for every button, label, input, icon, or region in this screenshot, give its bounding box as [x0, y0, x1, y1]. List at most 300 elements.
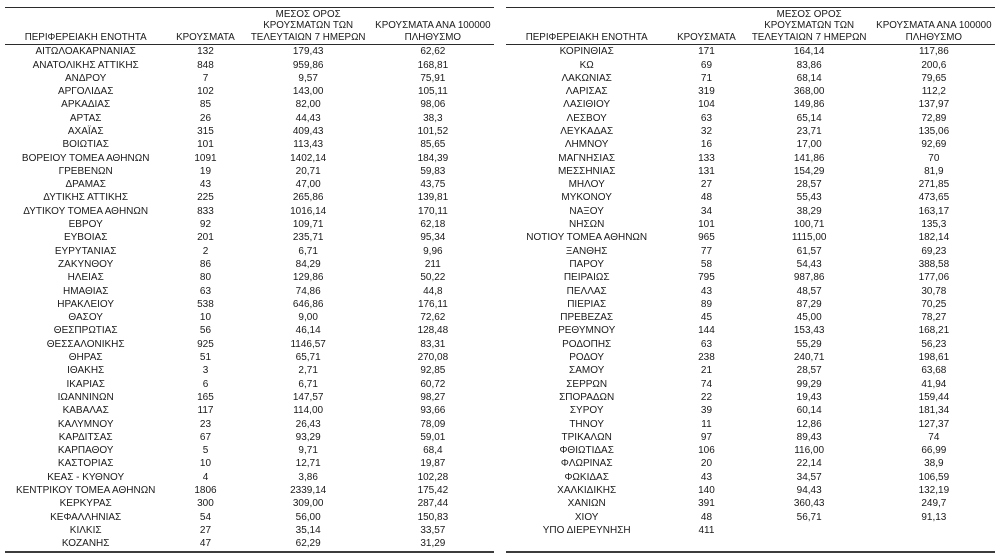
avg7-cell: 28,57 — [796, 365, 822, 377]
region-cell: ΙΩΑΝΝΙΝΩΝ — [57, 391, 114, 403]
table-row — [5, 178, 494, 191]
per100k-cell: 93,66 — [420, 405, 446, 417]
table-row — [506, 311, 995, 324]
avg7-cell: 12,86 — [796, 418, 822, 430]
avg7-cell: 60,14 — [796, 405, 822, 417]
region-cell: ΚΕΦΑΛΛΗΝΙΑΣ — [50, 511, 122, 523]
region-cell: ΙΚΑΡΙΑΣ — [66, 378, 105, 390]
avg7-cell: 987,86 — [793, 272, 825, 284]
table-row — [506, 444, 995, 457]
cases-cell: 319 — [698, 86, 715, 98]
cases-cell: 795 — [698, 272, 715, 284]
per100k-cell: 198,61 — [918, 352, 950, 364]
region-cell: ΠΙΕΡΙΑΣ — [567, 298, 607, 310]
table-row — [506, 125, 995, 138]
table-row — [506, 378, 995, 391]
table-body-left — [5, 45, 494, 552]
table-row — [506, 364, 995, 377]
avg7-cell: 35,14 — [295, 524, 321, 536]
cases-cell: 86 — [199, 258, 212, 270]
region-cell: ΚΕΑΣ - ΚΥΘΝΟΥ — [47, 471, 125, 483]
avg7-cell: 143,00 — [292, 86, 324, 98]
per100k-cell: 81,9 — [924, 165, 944, 177]
avg7-cell: 23,71 — [796, 126, 822, 137]
per100k-cell: 72,62 — [420, 312, 446, 324]
avg7-cell: 68,14 — [796, 72, 822, 84]
cases-cell: 63 — [700, 338, 713, 350]
per100k-cell: 176,11 — [417, 298, 448, 310]
cases-cell: 965 — [698, 232, 715, 244]
table-row — [506, 285, 995, 298]
table-row — [506, 324, 995, 337]
region-cell: ΝΗΣΩΝ — [569, 219, 605, 231]
avg7-cell: 38,29 — [796, 205, 822, 217]
region-cell: ΝΟΤΙΟΥ ΤΟΜΕΑ ΑΘΗΝΩΝ — [526, 232, 648, 244]
table-body-right — [506, 45, 995, 552]
region-cell: ΕΒΡΟΥ — [68, 219, 103, 231]
header-region: ΠΕΡΙΦΕΡΕΙΑΚΗ ΕΝΟΤΗΤΑ — [5, 8, 166, 45]
per100k-cell: 72,89 — [921, 112, 947, 124]
avg7-cell: 55,29 — [796, 338, 822, 350]
per100k-cell: 168,21 — [918, 325, 950, 337]
cases-cell: 833 — [197, 205, 214, 217]
cases-cell: 67 — [199, 431, 212, 443]
table-row — [506, 191, 995, 204]
region-cell: ΘΗΡΑΣ — [68, 352, 103, 364]
cases-cell — [667, 537, 745, 551]
avg7-cell: 235,71 — [292, 232, 324, 244]
per100k-cell: 56,23 — [921, 338, 947, 350]
cases-cell: 45 — [700, 312, 713, 324]
cases-cell: 43 — [700, 471, 713, 483]
per100k-cell: 102,28 — [417, 471, 449, 483]
per100k-cell: 74 — [928, 431, 940, 443]
avg7-cell: 240,71 — [793, 352, 825, 364]
cases-cell: 225 — [197, 192, 214, 204]
cases-cell: 32 — [700, 126, 713, 137]
per100k-cell: 59,83 — [420, 165, 446, 177]
table-header-left — [5, 8, 494, 45]
per100k-cell: 98,27 — [420, 391, 446, 403]
per100k-cell: 182,14 — [918, 232, 950, 244]
cases-cell: 56 — [199, 325, 212, 337]
table-row — [5, 98, 494, 111]
cases-cell: 131 — [698, 165, 715, 177]
avg7-cell — [746, 524, 873, 537]
cases-cell: 23 — [199, 418, 212, 430]
per100k-cell: 200,6 — [921, 59, 947, 71]
region-cell: ΘΑΣΟΥ — [68, 312, 103, 324]
region-cell: ΑΡΓΟΛΙΔΑΣ — [57, 86, 114, 98]
cases-cell: 51 — [199, 352, 212, 364]
region-cell: ΠΑΡΟΥ — [569, 258, 605, 270]
table-row — [506, 484, 995, 497]
per100k-cell: 92,85 — [420, 365, 446, 377]
table-row — [506, 497, 995, 510]
avg7-cell: 1016,14 — [290, 205, 327, 217]
cases-cell: 102 — [197, 86, 214, 98]
region-cell: ΣΕΡΡΩΝ — [566, 378, 608, 390]
table-row — [5, 59, 494, 72]
region-cell: ΑΧΑΪΑΣ — [67, 126, 104, 137]
per100k-cell: 128,48 — [417, 325, 449, 337]
table-row — [506, 98, 995, 111]
cases-cell: 201 — [197, 232, 214, 244]
cases-cell: 238 — [698, 352, 715, 364]
per100k-cell: 9,96 — [423, 245, 443, 257]
table-row — [5, 298, 494, 311]
cases-cell: 80 — [199, 272, 212, 284]
avg7-cell: 153,43 — [793, 325, 825, 337]
cases-cell: 48 — [700, 192, 713, 204]
avg7-cell: 62,29 — [295, 538, 321, 550]
cases-cell: 27 — [700, 179, 713, 191]
table-row — [506, 418, 995, 431]
table-row — [5, 125, 494, 138]
region-cell: ΓΡΕΒΕΝΩΝ — [58, 165, 113, 177]
per100k-cell: 175,42 — [417, 485, 449, 497]
table-row — [506, 112, 995, 125]
cases-cell: 48 — [700, 511, 713, 523]
per100k-cell: 271,85 — [918, 179, 950, 191]
cases-cell: 140 — [698, 485, 715, 497]
region-cell: ΠΕΛΛΑΣ — [566, 285, 607, 297]
region-cell: ΝΑΞΟΥ — [569, 205, 604, 217]
per100k-cell: 95,34 — [420, 232, 446, 244]
per100k-cell: 44,8 — [423, 285, 443, 297]
cases-cell: 69 — [700, 59, 713, 71]
per100k-cell: 75,91 — [420, 72, 446, 84]
per100k-cell: 139,81 — [417, 192, 449, 204]
region-cell: ΦΘΙΩΤΙΔΑΣ — [559, 445, 614, 457]
avg7-cell: 265,86 — [292, 192, 324, 204]
cases-cell: 21 — [700, 365, 713, 377]
avg7-cell: 309,00 — [292, 498, 324, 510]
per100k-cell: 184,39 — [417, 152, 449, 164]
avg7-cell: 54,43 — [796, 258, 822, 270]
per100k-cell: 91,13 — [921, 511, 947, 523]
table-row — [506, 298, 995, 311]
cases-cell: 132 — [197, 46, 214, 58]
region-cell: ΠΕΙΡΑΙΩΣ — [563, 272, 610, 284]
table-row — [5, 378, 494, 391]
region-cell: ΛΗΜΝΟΥ — [564, 139, 609, 151]
header-per100k: ΚΡΟΥΣΜΑΤΑ ΑΝΑ 100000 ΠΛΗΘΥΣΜΟ — [372, 8, 494, 45]
region-cell: ΚΑΛΥΜΝΟΥ — [57, 418, 114, 430]
region-cell: ΜΑΓΝΗΣΙΑΣ — [558, 152, 616, 164]
avg7-cell: 56,71 — [796, 511, 822, 523]
cases-cell: 89 — [700, 298, 713, 310]
cases-cell: 106 — [698, 445, 715, 457]
cases-cell: 43 — [700, 285, 713, 297]
region-cell: ΑΝΔΡΟΥ — [64, 72, 107, 84]
region-cell: ΚΙΛΚΙΣ — [69, 524, 102, 536]
region-cell: ΧΑΛΚΙΔΙΚΗΣ — [557, 485, 617, 497]
table-row — [506, 271, 995, 284]
per100k-cell: 62,18 — [420, 219, 446, 231]
per100k-cell: 287,44 — [417, 498, 449, 510]
region-cell: ΜΥΚΟΝΟΥ — [561, 192, 612, 204]
region-cell: ΧΙΟΥ — [574, 511, 599, 523]
table-row — [506, 178, 995, 191]
table-row — [506, 205, 995, 218]
cases-cell: 43 — [199, 179, 212, 191]
per100k-cell: 50,22 — [420, 272, 446, 284]
avg7-cell: 100,71 — [793, 219, 825, 231]
table-row — [5, 404, 494, 417]
per100k-cell: 62,62 — [420, 46, 446, 58]
region-cell: ΤΡΙΚΑΛΩΝ — [561, 431, 612, 443]
avg7-cell: 82,00 — [295, 99, 321, 111]
table-row — [5, 45, 494, 59]
region-cell: ΚΑΡΔΙΤΣΑΣ — [58, 431, 113, 443]
region-cell: ΖΑΚΥΝΘΟΥ — [58, 258, 114, 270]
table-row — [5, 231, 494, 244]
region-cell: ΒΟΡΕΙΟΥ ΤΟΜΕΑ ΑΘΗΝΩΝ — [21, 152, 150, 164]
cases-cell: 74 — [700, 378, 713, 390]
avg7-cell: 116,00 — [794, 445, 825, 457]
cases-cell: 97 — [700, 431, 713, 443]
region-cell: ΣΑΜΟΥ — [569, 365, 605, 377]
region-cell: ΡΟΔΟΠΗΣ — [562, 338, 612, 350]
table-row — [506, 138, 995, 151]
cases-cell: 101 — [197, 139, 214, 151]
avg7-cell: 87,29 — [796, 298, 822, 310]
region-cell: ΛΑΚΩΝΙΑΣ — [561, 72, 612, 84]
avg7-cell: 129,86 — [292, 272, 324, 284]
cases-cell: 47 — [199, 538, 212, 550]
avg7-cell: 1402,14 — [290, 152, 327, 164]
avg7-cell: 44,43 — [295, 112, 321, 124]
header-cases: ΚΡΟΥΣΜΑΤΑ — [166, 8, 244, 45]
avg7-cell: 1146,57 — [290, 338, 326, 350]
avg7-cell: 22,14 — [796, 458, 822, 470]
per100k-cell: 63,68 — [921, 365, 947, 377]
table-row — [506, 391, 995, 404]
cases-cell: 1091 — [194, 152, 217, 164]
per100k-cell: 38,3 — [423, 112, 443, 124]
avg7-cell: 17,00 — [796, 139, 822, 151]
avg7-cell: 99,29 — [796, 378, 822, 390]
avg7-cell: 6,71 — [298, 245, 318, 257]
avg7-cell: 61,57 — [796, 245, 822, 257]
avg7-cell: 45,00 — [796, 312, 822, 324]
per100k-cell: 79,65 — [921, 72, 947, 84]
avg7-cell: 12,71 — [295, 458, 321, 470]
cases-cell: 315 — [197, 126, 214, 137]
avg7-cell: 9,00 — [298, 312, 318, 324]
region-cell: ΠΡΕΒΕΖΑΣ — [560, 312, 614, 324]
per100k-cell: 150,83 — [417, 511, 449, 523]
table-row — [5, 484, 494, 497]
table-row — [506, 59, 995, 72]
region-cell: ΡΕΘΥΜΝΟΥ — [558, 325, 616, 337]
avg7-cell: 409,43 — [292, 126, 324, 137]
per100k-cell: 211 — [424, 258, 441, 270]
per100k-cell: 132,19 — [918, 485, 950, 497]
cases-cell: 34 — [700, 205, 713, 217]
per100k-cell: 106,59 — [918, 471, 950, 483]
per100k-cell: 43,75 — [420, 179, 446, 191]
region-cell: ΕΥΡΥΤΑΝΙΑΣ — [54, 245, 117, 257]
region-cell: ΚΕΡΚΥΡΑΣ — [59, 498, 112, 510]
region-cell: ΛΑΡΙΣΑΣ — [565, 86, 608, 98]
region-cell: ΣΠΟΡΑΔΩΝ — [559, 391, 615, 403]
table-row — [506, 85, 995, 98]
cases-cell: 63 — [199, 285, 212, 297]
cases-cell: 411 — [698, 524, 715, 536]
per100k-cell: 388,58 — [918, 258, 950, 270]
table-row — [506, 338, 995, 351]
per100k-cell: 112,2 — [921, 86, 946, 98]
region-cell: ΣΥΡΟΥ — [569, 405, 604, 417]
region-cell: ΑΡΤΑΣ — [69, 112, 102, 124]
avg7-cell: 65,71 — [295, 352, 321, 364]
table-row — [506, 218, 995, 231]
avg7-cell: 141,86 — [793, 152, 825, 164]
per100k-cell: 249,7 — [921, 498, 947, 510]
table-row — [5, 431, 494, 444]
table-row — [5, 205, 494, 218]
avg7-cell — [746, 537, 873, 551]
table-row — [5, 165, 494, 178]
table-row — [5, 364, 494, 377]
cases-cell: 11 — [701, 418, 712, 430]
cases-table-right — [506, 7, 995, 553]
region-cell: ΙΘΑΚΗΣ — [67, 365, 105, 377]
region-cell: ΚΟΡΙΝΘΙΑΣ — [559, 46, 614, 58]
header-region: ΠΕΡΙΦΕΡΕΙΑΚΗ ΕΝΟΤΗΤΑ — [506, 8, 667, 45]
region-cell: ΗΛΕΙΑΣ — [67, 272, 104, 284]
cases-cell: 10 — [199, 312, 212, 324]
table-row — [5, 537, 494, 551]
avg7-cell: 179,43 — [292, 46, 324, 58]
region-cell: ΒΟΙΩΤΙΑΣ — [62, 139, 109, 151]
avg7-cell: 46,14 — [295, 325, 321, 337]
table-row — [5, 418, 494, 431]
avg7-cell: 2339,14 — [290, 485, 327, 497]
region-cell: ΔΥΤΙΚΗΣ ΑΤΤΙΚΗΣ — [43, 192, 129, 204]
table-row — [5, 258, 494, 271]
table-row — [506, 165, 995, 178]
header-avg7: ΜΕΣΟΣ ΟΡΟΣ ΚΡΟΥΣΜΑΤΩΝ ΤΩΝ ΤΕΛΕΥΤΑΙΩΝ 7 ΗΜΕΡΩΝ — [746, 8, 873, 45]
cases-cell: 22 — [700, 391, 713, 403]
avg7-cell: 360,43 — [793, 498, 825, 510]
avg7-cell: 9,57 — [298, 72, 318, 84]
avg7-cell: 6,71 — [298, 378, 318, 390]
table-row — [506, 471, 995, 484]
cases-cell: 538 — [197, 298, 214, 310]
avg7-cell: 84,29 — [295, 258, 321, 270]
per100k-cell: 68,4 — [423, 445, 443, 457]
cases-cell: 117 — [197, 405, 214, 417]
region-cell: ΗΡΑΚΛΕΙΟΥ — [57, 298, 115, 310]
table-header-right — [506, 8, 995, 45]
region-cell: ΛΑΣΙΘΙΟΥ — [563, 99, 611, 111]
avg7-cell: 113,43 — [293, 139, 324, 151]
per100k-cell: 31,29 — [420, 538, 446, 550]
avg7-cell: 74,86 — [295, 285, 321, 297]
table-row — [506, 152, 995, 165]
table-row — [506, 258, 995, 271]
table-row — [506, 524, 995, 537]
per100k-cell: 170,11 — [417, 205, 448, 217]
cases-cell: 104 — [698, 99, 715, 111]
cases-table-left — [5, 7, 494, 553]
cases-cell: 3 — [202, 365, 209, 377]
per100k-cell: 59,01 — [420, 431, 446, 443]
table-row — [506, 537, 995, 551]
per100k-cell: 135,06 — [918, 126, 950, 137]
avg7-cell: 94,43 — [796, 485, 822, 497]
per100k-cell: 66,99 — [921, 445, 947, 457]
header-per100k: ΚΡΟΥΣΜΑΤΑ ΑΝΑ 100000 ΠΛΗΘΥΣΜΟ — [873, 8, 995, 45]
table-row — [5, 152, 494, 165]
per100k-cell: 85,65 — [420, 139, 446, 151]
cases-cell: 2 — [202, 245, 209, 257]
per100k-cell: 117,86 — [918, 46, 949, 58]
cases-cell: 26 — [199, 112, 212, 124]
per100k-cell: 163,17 — [918, 205, 950, 217]
per100k-cell: 98,06 — [420, 99, 446, 111]
region-cell: ΚΕΝΤΡΙΚΟΥ ΤΟΜΕΑ ΑΘΗΝΩΝ — [15, 485, 156, 497]
cases-cell: 58 — [700, 258, 713, 270]
cases-cell: 63 — [700, 112, 713, 124]
cases-cell: 165 — [197, 391, 214, 403]
avg7-cell: 20,71 — [295, 165, 321, 177]
table-row — [506, 431, 995, 444]
avg7-cell: 89,43 — [796, 431, 822, 443]
table-row — [506, 245, 995, 258]
per100k-cell: 83,31 — [420, 338, 446, 350]
cases-cell: 20 — [700, 458, 713, 470]
per100k-cell: 270,08 — [417, 352, 449, 364]
avg7-cell: 26,43 — [295, 418, 321, 430]
avg7-cell: 83,86 — [796, 59, 822, 71]
per100k-cell: 78,09 — [420, 418, 446, 430]
table-row — [506, 404, 995, 417]
per100k-cell: 181,34 — [918, 405, 950, 417]
region-cell: ΦΩΚΙΔΑΣ — [564, 471, 609, 483]
cases-cell: 71 — [700, 72, 713, 84]
per100k-cell: 135,3 — [921, 219, 947, 231]
table-row — [5, 338, 494, 351]
avg7-cell: 109,71 — [292, 219, 324, 231]
table-row — [5, 351, 494, 364]
avg7-cell: 114,00 — [293, 405, 324, 417]
avg7-cell: 959,86 — [292, 59, 324, 71]
table-row — [506, 231, 995, 244]
table-row — [5, 218, 494, 231]
cases-cell: 5 — [202, 445, 209, 457]
cases-cell: 4 — [202, 471, 209, 483]
per100k-cell: 19,87 — [420, 458, 446, 470]
per100k-cell: 137,97 — [918, 99, 950, 111]
cases-cell: 54 — [199, 511, 212, 523]
table-row — [506, 72, 995, 85]
region-cell: ΚΑΡΠΑΘΟΥ — [57, 445, 114, 457]
cases-cell: 39 — [700, 405, 713, 417]
table-row — [5, 112, 494, 125]
cases-cell: 1806 — [194, 485, 217, 497]
per100k-cell: 105,11 — [417, 86, 448, 98]
region-cell: ΚΑΒΑΛΑΣ — [62, 405, 109, 417]
cases-cell: 6 — [202, 378, 209, 390]
per100k-cell — [873, 524, 995, 537]
cases-cell: 27 — [199, 524, 212, 536]
region-cell: ΡΟΔΟΥ — [569, 352, 605, 364]
cases-cell: 133 — [698, 152, 715, 164]
